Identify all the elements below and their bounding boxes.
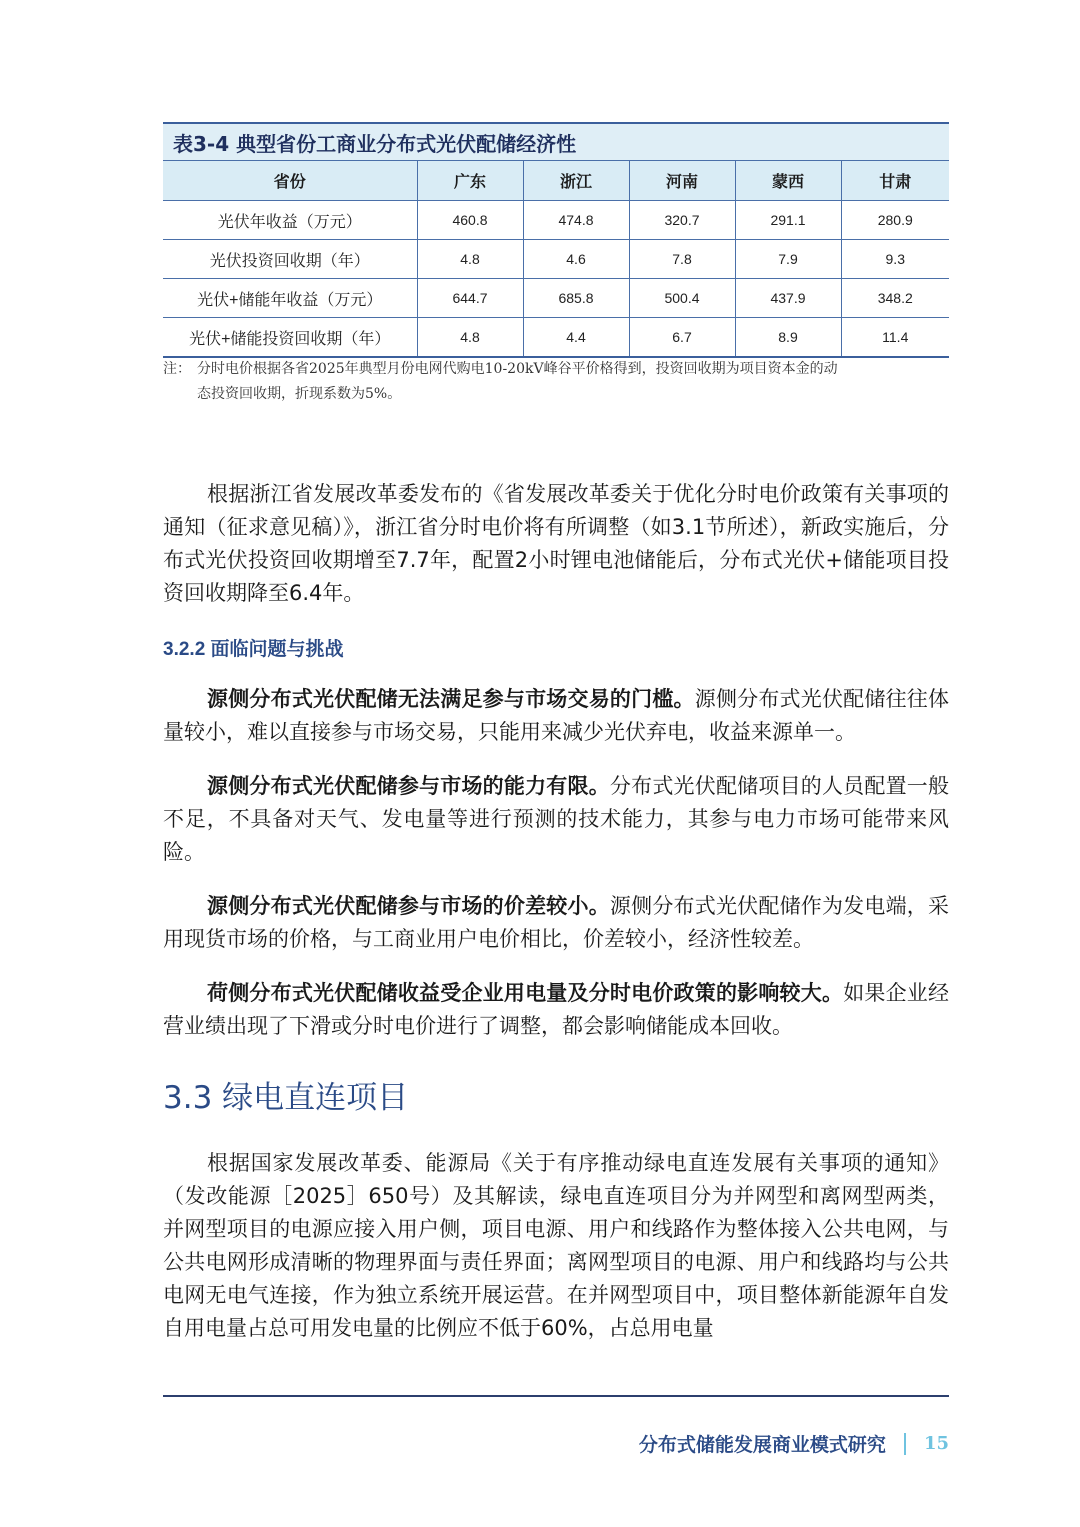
challenge-body: 如果企业经营业绩出现了下滑或分时电价进行了调整，都会影响储能成本回收。 [163, 981, 950, 1038]
header-zhejiang: 浙江 [523, 161, 629, 201]
note-label: 注： [163, 361, 191, 377]
table-cell: 437.9 [735, 279, 841, 318]
subsection-heading: 3.2.2 面临问题与挑战 [163, 639, 344, 660]
row-label: 光伏+储能投资回收期（年） [163, 318, 417, 358]
table-title: 表3-4 典型省份工商业分布式光伏配储经济性 [163, 122, 949, 160]
table-cell: 685.8 [523, 279, 629, 318]
note-line-1: 分时电价根据各省2025年典型月份电网代购电10-20kV峰谷平价格得到，投资回收期为项目资本金的动 [197, 361, 838, 377]
table-cell: 500.4 [629, 279, 735, 318]
economics-data-table [163, 160, 949, 358]
section-heading: 3.3 绿电直连项目 [163, 1080, 409, 1116]
table-cell: 11.4 [841, 318, 949, 358]
footer-divider [163, 1395, 949, 1397]
row-label: 光伏年收益（万元） [163, 201, 417, 240]
challenge-lead: 源侧分布式光伏配储无法满足参与市场交易的门槛。 [207, 687, 695, 711]
table-cell: 348.2 [841, 279, 949, 318]
challenge-lead: 荷侧分布式光伏配储收益受企业用电量及分时电价政策的影响较大。 [207, 981, 844, 1005]
footer-separator [904, 1433, 906, 1455]
table-cell: 4.8 [417, 318, 523, 358]
table-row [163, 318, 949, 358]
header-guangdong: 广东 [417, 161, 523, 201]
row-label: 光伏+储能年收益（万元） [163, 279, 417, 318]
challenge-body: 源侧分布式光伏配储往往体量较小，难以直接参与市场交易，只能用来减少光伏弃电，收益来源单一。 [163, 687, 949, 744]
table-cell: 320.7 [629, 201, 735, 240]
table-header-row [163, 161, 949, 201]
challenge-lead: 源侧分布式光伏配储参与市场的价差较小。 [207, 894, 610, 918]
table-row [163, 201, 949, 240]
table-cell: 280.9 [841, 201, 949, 240]
table-cell: 4.4 [523, 318, 629, 358]
header-province: 省份 [163, 161, 417, 201]
note-line-2: 态投资回收期，折现系数为5%。 [197, 386, 402, 402]
challenge-body: 分布式光伏配储项目的人员配置一般不足，不具备对天气、发电量等进行预测的技术能力，其参与电力市场可能带来风险。 [163, 774, 950, 864]
page-footer [639, 1430, 949, 1457]
challenge-body: 源侧分布式光伏配储作为发电端，采用现货市场的价格，与工商业用户电价相比，价差较小，经济性较差。 [163, 894, 950, 951]
header-mengxi: 蒙西 [735, 161, 841, 201]
row-label: 光伏投资回收期（年） [163, 240, 417, 279]
challenge-paragraph [163, 977, 949, 1043]
table-cell: 7.8 [629, 240, 735, 279]
challenge-paragraph [163, 770, 949, 869]
table-cell: 291.1 [735, 201, 841, 240]
table-cell: 6.7 [629, 318, 735, 358]
table-cell: 4.6 [523, 240, 629, 279]
economics-table [163, 122, 949, 358]
header-gansu: 甘肃 [841, 161, 949, 201]
footer-title: 分布式储能发展商业模式研究 [638, 1434, 886, 1456]
paragraph-zhejiang: 根据浙江省发展改革委发布的《省发展改革委关于优化分时电价政策有关事项的通知（征求意见稿）》，浙江省分时电价将有所调整（如3.1节所述），新政实施后，分布式光伏投资回收期增至7.7年，配置2小时锂电池储能后，分布式光伏+储能项目投资回收期降至6.4年。 [163, 482, 949, 605]
header-henan: 河南 [629, 161, 735, 201]
table-cell: 460.8 [417, 201, 523, 240]
table-cell: 7.9 [735, 240, 841, 279]
table-row [163, 240, 949, 279]
page-number: 15 [923, 1433, 949, 1454]
table-cell: 4.8 [417, 240, 523, 279]
table-cell: 9.3 [841, 240, 949, 279]
challenge-paragraph [163, 683, 949, 749]
table-cell: 474.8 [523, 201, 629, 240]
table-cell: 8.9 [735, 318, 841, 358]
table-note [163, 357, 949, 407]
challenge-lead: 源侧分布式光伏配储参与市场的能力有限。 [207, 774, 610, 798]
paragraph-green-power: 根据国家发展改革委、能源局《关于有序推动绿电直连发展有关事项的通知》（发改能源［2025］650号）及其解读，绿电直连项目分为并网型和离网型两类，并网型项目的电源应接入用户侧，项目电源、用户和线路作为整体接入公共电网，与公共电网形成清晰的物理界面与责任界面；离网型项目的电源、用户和线路均与公共电网无电气连接，作为独立系统开展运营。在并网型项目中，项目整体新能源年自发自用电量占总可用发电量的比例应不低于60%，占总用电量 [163, 1151, 949, 1340]
challenge-paragraph [163, 890, 949, 956]
table-cell: 644.7 [417, 279, 523, 318]
table-row [163, 279, 949, 318]
